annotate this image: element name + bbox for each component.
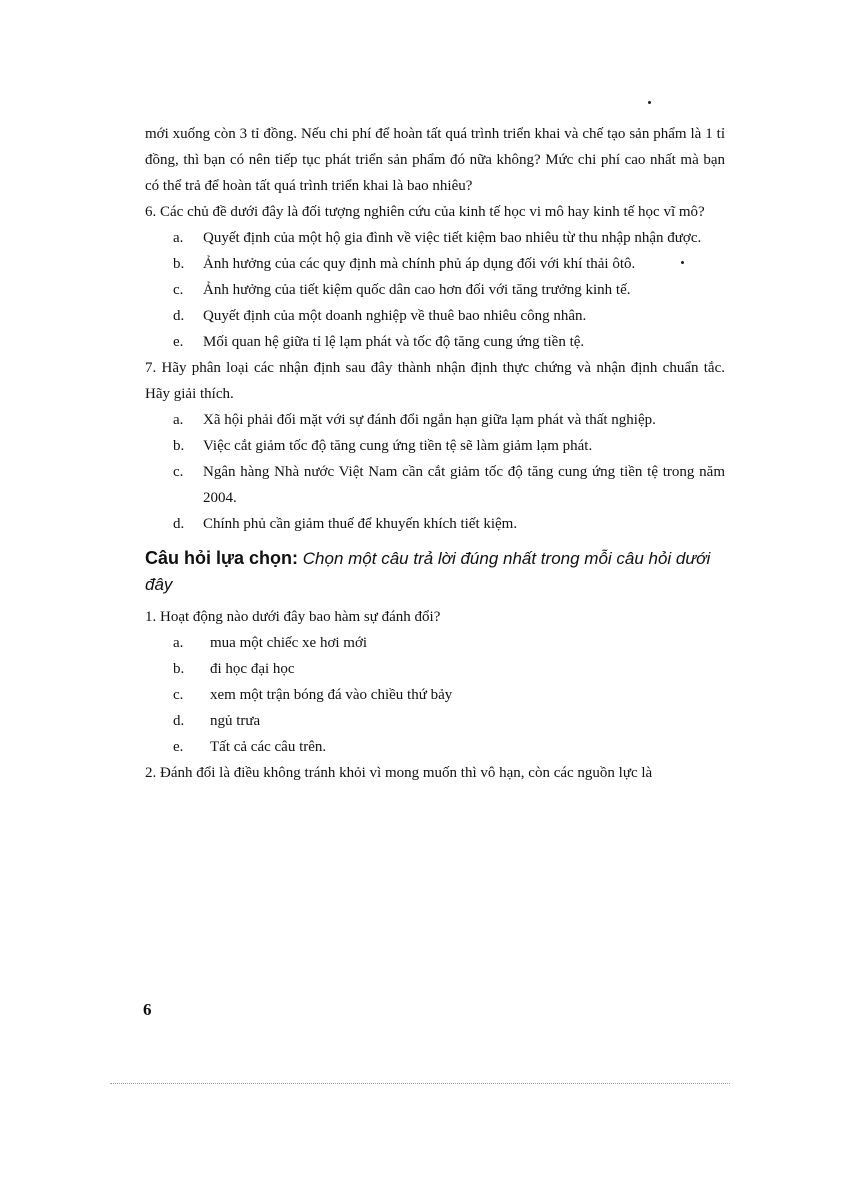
option-text: mua một chiếc xe hơi mới	[210, 635, 368, 651]
question-7-stem: 7. Hãy phân loại các nhận định sau đây thành nhận định thực chứng và nhận định chuẩn tắc. Hãy giải thích.	[145, 360, 725, 402]
section-heading	[145, 545, 725, 598]
option-text: Ảnh hưởng của các quy định mà chính phủ áp dụng đối với khí thải ôtô.	[203, 256, 636, 272]
question-7-option-a	[145, 407, 725, 433]
option-label: a.	[173, 412, 184, 428]
question-7-option-c	[145, 459, 725, 511]
mcq-2-stem: 2. Đánh đổi là điều không tránh khỏi vì mong muốn thì vô hạn, còn các nguồn lực là	[145, 765, 653, 781]
mcq-1-option-e	[145, 734, 725, 760]
option-text: Chính phủ cần giảm thuế để khuyến khích tiết kiệm.	[203, 516, 518, 532]
question-6-option-e	[145, 329, 725, 355]
question-6-options	[145, 225, 725, 355]
intro-paragraph: mới xuống còn 3 tỉ đồng. Nếu chi phí để hoàn tất quá trình triển khai và chế tạo sản phẩm là 1 tỉ đồng, thì bạn có nên tiếp tục phát triển sản phẩm đó nữa không? Mức chi phí cao nhất mà bạn có thể trả để hoàn tất quá trình triển khai là bao nhiêu?	[145, 126, 725, 194]
question-6-stem: 6. Các chủ đề dưới đây là đối tượng nghiên cứu của kinh tế học vi mô hay kinh tế học vĩ mô?	[145, 204, 705, 220]
option-text: Ngân hàng Nhà nước Việt Nam cần cắt giảm tốc độ tăng cung ứng tiền tệ trong năm 2004.	[203, 464, 725, 506]
question-7-option-b	[145, 433, 725, 459]
option-text: đi học đại học	[210, 661, 295, 677]
option-label: b.	[173, 256, 185, 272]
option-text: Xã hội phải đối mặt với sự đánh đổi ngắn hạn giữa lạm phát và thất nghiệp.	[203, 412, 656, 428]
question-6-option-b	[145, 251, 725, 277]
question-7-options	[145, 407, 725, 537]
footer-scan-line	[110, 1083, 730, 1084]
option-label: c.	[173, 464, 184, 480]
mcq-1-stem: 1. Hoạt động nào dưới đây bao hàm sự đánh đổi?	[145, 609, 441, 625]
mcq-1-option-b	[145, 656, 725, 682]
option-label: a.	[173, 230, 184, 246]
section-heading-lead: Câu hỏi lựa chọn:	[145, 548, 299, 568]
option-label: a.	[173, 635, 184, 651]
scan-speck	[648, 101, 651, 104]
mcq-1-options	[145, 630, 725, 760]
option-text: Mối quan hệ giữa tỉ lệ lạm phát và tốc độ tăng cung ứng tiền tệ.	[203, 334, 585, 350]
option-label: d.	[173, 308, 185, 324]
question-6-option-d	[145, 303, 725, 329]
option-label: d.	[173, 516, 185, 532]
option-label: c.	[173, 282, 184, 298]
option-text: Quyết định của một hộ gia đình về việc tiết kiệm bao nhiêu từ thu nhập nhận được.	[203, 230, 702, 246]
option-label: e.	[173, 334, 184, 350]
option-text: Quyết định của một doanh nghiệp về thuê bao nhiêu công nhân.	[203, 308, 587, 324]
option-label: b.	[173, 438, 185, 454]
question-6-option-c	[145, 277, 725, 303]
option-label: c.	[173, 687, 184, 703]
option-label: b.	[173, 661, 185, 677]
option-text: Tất cả các câu trên.	[210, 739, 327, 755]
page-number: 6	[143, 1000, 152, 1019]
mcq-1-option-c	[145, 682, 725, 708]
mcq-1-option-a	[145, 630, 725, 656]
option-text: xem một trận bóng đá vào chiều thứ bảy	[210, 687, 453, 703]
question-6-option-a	[145, 225, 725, 251]
section-heading-instruction: Chọn một câu trả lời đúng nhất trong mỗi câu hỏi dưới đây	[145, 549, 711, 594]
question-7-option-d	[145, 511, 725, 537]
mcq-1-option-d	[145, 708, 725, 734]
option-text: ngủ trưa	[210, 713, 261, 729]
page-body	[145, 121, 725, 786]
option-text: Việc cắt giảm tốc độ tăng cung ứng tiền tệ sẽ làm giảm lạm phát.	[203, 438, 593, 454]
option-label: d.	[173, 713, 185, 729]
option-label: e.	[173, 739, 184, 755]
option-text: Ảnh hưởng của tiết kiệm quốc dân cao hơn đối với tăng trưởng kinh tế.	[203, 282, 631, 298]
